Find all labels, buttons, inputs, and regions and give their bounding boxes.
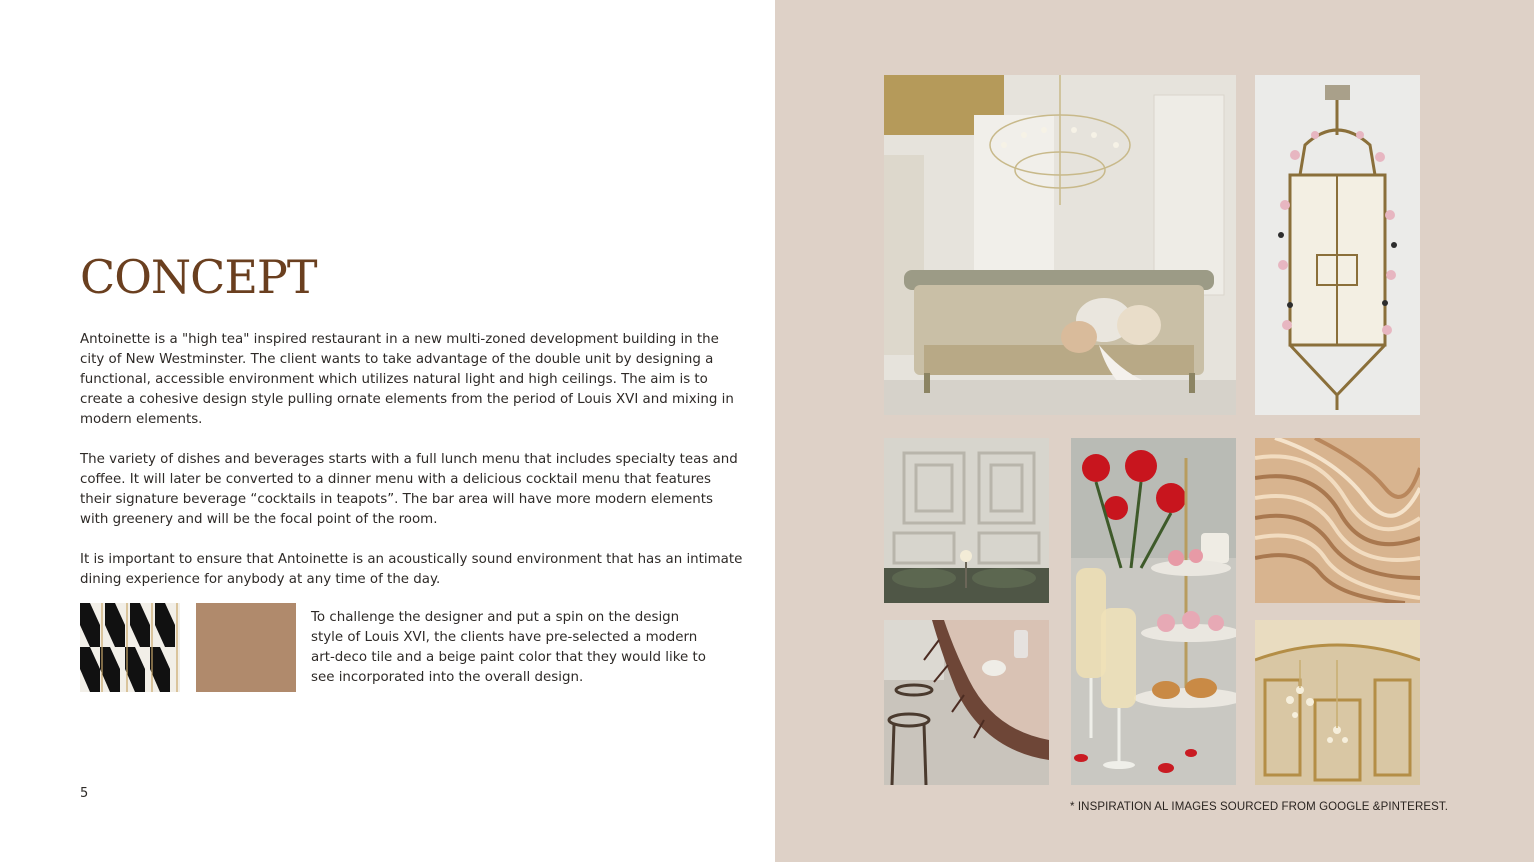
concept-body [80,330,745,610]
concept-paragraph-3: It is important to ensure that Antoinette is an acoustically sound environment that has an intimate dining experience for anybody at any time of the day. [80,552,743,587]
concept-paragraph-1: Antoinette is a "high tea" inspired restaurant in a new multi-zoned development building in the city of New Westminster. The client wants to take advantage of the double unit by designing a functional, accessible environment which utilizes natural light and high ceilings. The aim is to create a cohesive design style pulling ornate elements from the period of Louis XVI and mixing in modern elements. [80,332,734,427]
ornate-interior-photo [884,438,1049,603]
page-number: 5 [80,786,89,801]
page-title: CONCEPT [80,250,317,304]
salon-chandelier-photo [884,75,1236,415]
high-tea-photo [1071,438,1236,785]
floral-lantern-photo [1255,75,1420,415]
gilded-hall-photo [1255,620,1420,785]
design-challenge-text: To challenge the designer and put a spin on the design style of Louis XVI, the clients have pre-selected a modern art-deco tile and a beige paint color that they would like to see incorporated into the overall design. [311,610,706,685]
art-deco-tile-swatch [80,603,180,692]
beige-paint-swatch [196,603,296,692]
marble-bar-photo [884,620,1049,785]
image-credit: * INSPIRATION AL IMAGES SOURCED FROM GOOGLE &PINTEREST. [1070,801,1449,813]
concept-paragraph-2: The variety of dishes and beverages starts with a full lunch menu that includes specialty teas and coffee. It will later be converted to a dinner menu with a delicious cocktail menu that features their signature beverage “cocktails in teapots”. The bar area will have more modern elements with greenery and will be the focal point of the room. [80,452,738,527]
gold-texture-photo [1255,438,1420,603]
